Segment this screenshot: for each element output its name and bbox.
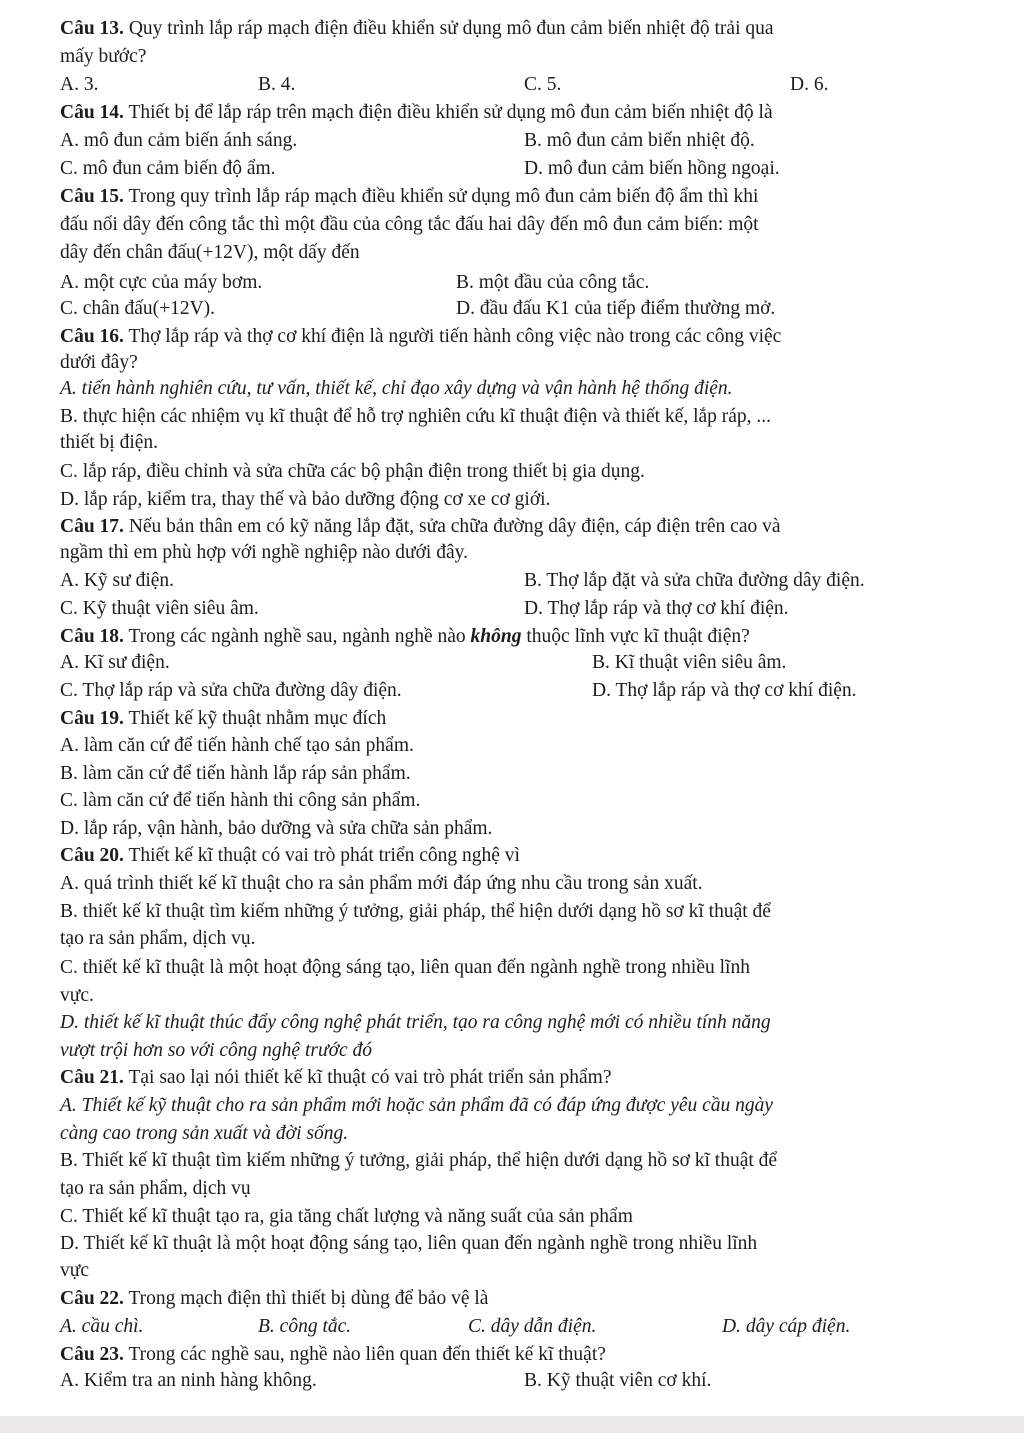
q18-option-d: D. Thợ lắp ráp và thợ cơ khí điện. (592, 680, 857, 701)
q19-option-a: A. làm căn cứ để tiến hành chế tạo sản phẩm. (60, 735, 414, 756)
question-15-stem (60, 184, 758, 210)
question-23-stem (60, 1342, 606, 1368)
q21-option-a-cont: càng cao trong sản xuất và đời sống. (60, 1123, 349, 1144)
q16-option-b: B. thực hiện các nhiệm vụ kĩ thuật để hỗ trợ nghiên cứu kĩ thuật điện và thiết kế, lắp ráp, ... (60, 406, 772, 427)
q14-option-d: D. mô đun cảm biến hồng ngoại. (524, 158, 780, 179)
q16-option-c: C. lắp ráp, điều chỉnh và sửa chữa các bộ phận điện trong thiết bị gia dụng. (60, 461, 645, 482)
question-20-stem (60, 843, 520, 869)
q16-option-a: A. tiến hành nghiên cứu, tư vấn, thiết kế, chỉ đạo xây dựng và vận hành hệ thống điện. (60, 378, 733, 399)
question-16-stem (60, 324, 781, 350)
question-22-stem (60, 1286, 488, 1312)
question-number: Câu 18. (60, 626, 124, 647)
q20-option-c: C. thiết kế kĩ thuật là một hoạt động sáng tạo, liên quan đến ngành nghề trong nhiều lĩnh (60, 957, 750, 978)
q19-option-c: C. làm căn cứ để tiến hành thi công sản phẩm. (60, 790, 421, 811)
q15-option-a: A. một cực của máy bơm. (60, 272, 263, 293)
q22-option-c: C. dây dẫn điện. (468, 1316, 597, 1337)
q18-option-a: A. Kĩ sư điện. (60, 652, 170, 673)
question-13-stem-cont: mấy bước? (60, 46, 147, 67)
question-text: Thợ lắp ráp và thợ cơ khí điện là người tiến hành công việc nào trong các công việc (123, 326, 782, 347)
question-number: Câu 21. (60, 1067, 124, 1088)
q21-option-c: C. Thiết kế kĩ thuật tạo ra, gia tăng chất lượng và năng suất của sản phẩm (60, 1206, 633, 1227)
question-text: Trong mạch điện thì thiết bị dùng để bảo vệ là (123, 1288, 489, 1309)
q19-option-b: B. làm căn cứ để tiến hành lắp ráp sản phẩm. (60, 763, 411, 784)
q21-option-d: D. Thiết kế kĩ thuật là một hoạt động sáng tạo, liên quan đến ngành nghề trong nhiều lĩnh (60, 1233, 758, 1254)
question-15-stem-cont-2: dây đến chân đấu(+12V), một dấy đến (60, 242, 360, 263)
question-17-stem (60, 514, 781, 540)
question-text: Thiết kế kĩ thuật có vai trò phát triển công nghệ vì (123, 845, 520, 866)
q22-option-d: D. dây cáp điện. (722, 1316, 851, 1337)
q18-option-c: C. Thợ lắp ráp và sửa chữa đường dây điện. (60, 680, 402, 701)
q19-option-d: D. lắp ráp, vận hành, bảo dưỡng và sửa chữa sản phẩm. (60, 818, 493, 839)
question-number: Câu 20. (60, 845, 124, 866)
page-bottom-edge (0, 1416, 1024, 1433)
q14-option-b: B. mô đun cảm biến nhiệt độ. (524, 130, 755, 151)
question-number: Câu 23. (60, 1344, 124, 1365)
q22-option-b: B. công tắc. (258, 1316, 352, 1337)
q14-option-c: C. mô đun cảm biến độ ẩm. (60, 158, 276, 179)
q14-option-a: A. mô đun cảm biến ánh sáng. (60, 130, 298, 151)
question-text: Trong các nghề sau, nghề nào liên quan đến thiết kế kĩ thuật? (123, 1344, 606, 1365)
question-number: Câu 22. (60, 1288, 124, 1309)
q21-option-b-cont: tạo ra sản phẩm, dịch vụ (60, 1178, 251, 1199)
q16-option-b-cont: thiết bị điện. (60, 432, 159, 453)
question-16-stem-cont: dưới đây? (60, 352, 138, 373)
q13-option-a: A. 3. (60, 74, 99, 95)
question-number: Câu 16. (60, 326, 124, 347)
question-21-stem (60, 1065, 612, 1091)
q17-option-a: A. Kỹ sư điện. (60, 570, 175, 591)
q16-option-d: D. lắp ráp, kiểm tra, thay thế và bảo dưỡng động cơ xe cơ giới. (60, 489, 551, 510)
question-15-stem-cont: đấu nối dây đến công tắc thì một đầu của công tắc đấu hai dây đến mô đun cảm biến: một (60, 214, 759, 235)
question-text-end: thuộc lĩnh vực kĩ thuật điện? (521, 626, 750, 647)
q20-option-b: B. thiết kế kĩ thuật tìm kiếm những ý tưởng, giải pháp, thể hiện dưới dạng hồ sơ kĩ thuật để (60, 901, 771, 922)
question-text: Nếu bản thân em có kỹ năng lắp đặt, sửa chữa đường dây điện, cáp điện trên cao và (123, 516, 781, 537)
question-17-stem-cont: ngầm thì em phù hợp với nghề nghiệp nào dưới đây. (60, 542, 468, 563)
question-18-stem (60, 624, 750, 650)
question-keyword: không (470, 626, 522, 647)
q13-option-c: C. 5. (524, 74, 562, 95)
q17-option-d: D. Thợ lắp ráp và thợ cơ khí điện. (524, 598, 789, 619)
question-number: Câu 13. (60, 18, 124, 39)
q17-option-c: C. Kỹ thuật viên siêu âm. (60, 598, 259, 619)
question-number: Câu 19. (60, 708, 124, 729)
q13-option-d: D. 6. (790, 74, 829, 95)
question-number: Câu 15. (60, 186, 124, 207)
question-text: Tại sao lại nói thiết kế kĩ thuật có vai trò phát triển sản phẩm? (123, 1067, 612, 1088)
q22-option-a: A. cầu chì. (60, 1316, 144, 1337)
q21-option-a: A. Thiết kế kỹ thuật cho ra sản phẩm mới hoặc sản phẩm đã có đáp ứng được yêu cầu ngày (60, 1095, 774, 1116)
q23-option-b: B. Kỹ thuật viên cơ khí. (524, 1370, 712, 1391)
q23-option-a: A. Kiểm tra an ninh hàng không. (60, 1370, 317, 1391)
question-text: Thiết kế kỹ thuật nhằm mục đích (123, 708, 387, 729)
q15-option-d: D. đầu đấu K1 của tiếp điểm thường mở. (456, 298, 776, 319)
q17-option-b: B. Thợ lắp đặt và sửa chữa đường dây điện. (524, 570, 865, 591)
q21-option-b: B. Thiết kế kĩ thuật tìm kiếm những ý tưởng, giải pháp, thể hiện dưới dạng hồ sơ kĩ thuật để (60, 1150, 778, 1171)
question-text: Quy trình lắp ráp mạch điện điều khiển sử dụng mô đun cảm biến nhiệt độ trải qua (123, 18, 774, 39)
q20-option-d-cont: vượt trội hơn so với công nghệ trước đó (60, 1040, 373, 1061)
question-text: Thiết bị để lắp ráp trên mạch điện điều khiển sử dụng mô đun cảm biến nhiệt độ là (123, 102, 773, 123)
question-number: Câu 17. (60, 516, 124, 537)
q20-option-c-cont: vực. (60, 985, 94, 1006)
q20-option-d: D. thiết kế kĩ thuật thúc đẩy công nghệ phát triển, tạo ra công nghệ mới có nhiều tính năng (60, 1012, 771, 1033)
q18-option-b: B. Kĩ thuật viên siêu âm. (592, 652, 787, 673)
question-14-stem (60, 100, 773, 126)
q21-option-d-cont: vực (60, 1260, 89, 1281)
question-number: Câu 14. (60, 102, 124, 123)
question-19-stem (60, 706, 386, 732)
question-text: Trong các ngành nghề sau, ngành nghề nào (123, 626, 471, 647)
question-text: Trong quy trình lắp ráp mạch điều khiển sử dụng mô đun cảm biến độ ẩm thì khi (123, 186, 759, 207)
q20-option-b-cont: tạo ra sản phẩm, dịch vụ. (60, 928, 256, 949)
q13-option-b: B. 4. (258, 74, 296, 95)
q15-option-b: B. một đầu của công tắc. (456, 272, 650, 293)
question-13-stem (60, 16, 774, 42)
q20-option-a: A. quá trình thiết kế kĩ thuật cho ra sản phẩm mới đáp ứng nhu cầu trong sản xuất. (60, 873, 703, 894)
q15-option-c: C. chân đấu(+12V). (60, 298, 216, 319)
